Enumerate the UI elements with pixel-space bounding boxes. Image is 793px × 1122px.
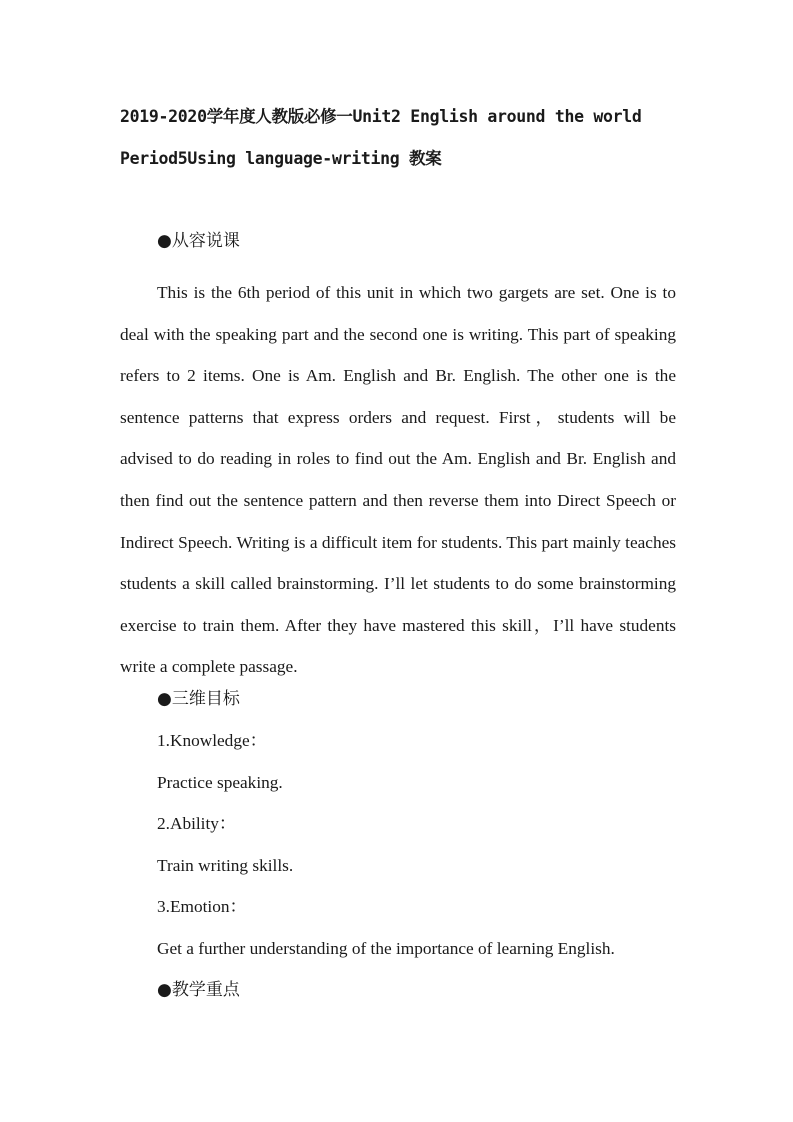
lesson-talk-paragraph: This is the 6th period of this unit in which two gargets are set. One is to deal with the speaking part and the second one is writing. This part of speaking refers to 2 items. One is Am. English and Br. English. The other one is the sentence patterns that express orders and request. First，students will be advised to do reading in roles to find out the Am. English and Br. English and then find out the sentence pattern and then reverse them into Direct Speech or Indirect Speech. Writing is a difficult item for students. This part mainly teaches students a skill called brainstorming. I’ll let students to do some brainstorming exercise to train them. After they have mastered this skill，I’ll have students write a complete passage. [120, 283, 676, 677]
objective-knowledge-label: 1.Knowledge： [157, 731, 267, 750]
objective-ability-text: Train writing skills. [157, 856, 294, 875]
objective-knowledge-text: Practice speaking. [157, 773, 283, 792]
objective-emotion-text: Get a further understanding of the importance of learning English. [157, 939, 615, 958]
section-heading-objectives: ●三维目标 [157, 689, 240, 709]
document-title-line-1: 2019-2020学年度人教版必修一Unit2 English around the world [120, 107, 642, 126]
section-heading-key-points: ●教学重点 [157, 980, 240, 1000]
section-heading-lesson-talk: ●从容说课 [157, 231, 240, 251]
document-title-line-2: Period5Using language-writing 教案 [120, 149, 442, 168]
objective-ability-label: 2.Ability： [157, 814, 237, 833]
objective-emotion-label: 3.Emotion： [157, 897, 247, 916]
